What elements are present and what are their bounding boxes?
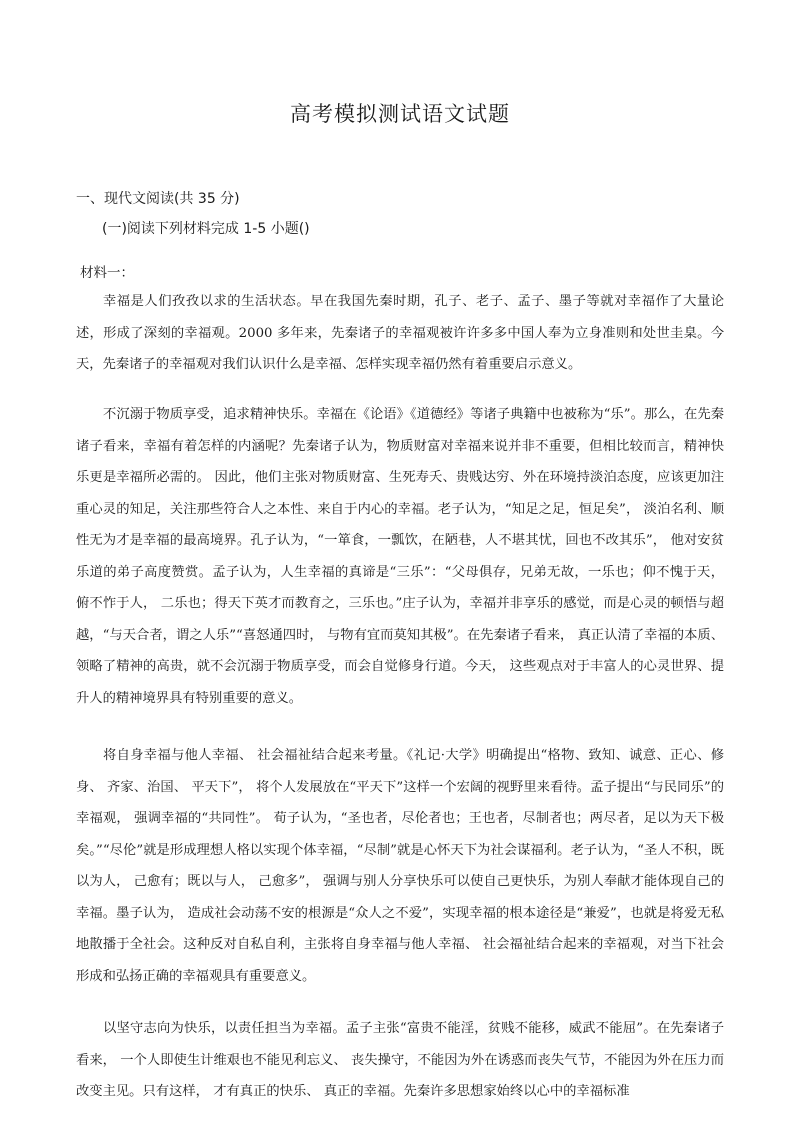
section-heading: 一、现代文阅读(共 35 分) bbox=[76, 191, 240, 207]
paragraph-4: 以坚守志向为快乐，以责任担当为幸福。孟子主张“富贵不能淫，贫贱不能移，威武不能屈”。在先秦诸子看来， 一个人即使生计维艰也不能见利忘义、 丧失操守，不能因为外在诱惑而丧失气节，不能因为外在压力而改变主见。只有这样， 才有真正的快乐、 真正的幸福。先秦许多思想家始终以心中的幸福标准 bbox=[76, 1021, 724, 1099]
paragraph-1: 幸福是人们孜孜以求的生活状态。早在我国先秦时期，孔子、老子、孟子、墨子等就对幸福作了大量论述，形成了深刻的幸福观。2000 多年来，先秦诸子的幸福观被许许多多中国人奉为立身准则和处世圭臬。今天，先秦诸子的幸福观对我们认识什么是幸福、怎样实现幸福仍然有着重要启示意义。 bbox=[76, 294, 724, 372]
sub-heading: (一)阅读下列材料完成 1-5 小题() bbox=[102, 221, 310, 237]
paragraph-3: 将自身幸福与他人幸福、 社会福祉结合起来考量。《礼记·大学》明确提出“格物、致知、诚意、正心、修身、 齐家、治国、 平天下”， 将个人发展放在“平天下”这样一个宏阔的视野里来看待。孟子提出“与民同乐”的幸福观， 强调幸福的“共同性”。 荀子认为，“圣也者，尽伦者也；王也者，尽制者也；两尽者，足以为天下极矣。”“尽伦”就是形成理想人格以实现个体幸福，“尽制”就是心怀天下为社会谋福利。老子认为，“圣人不积，既以为人， 己愈有；既以与人， 己愈多”， 强调与别人分享快乐可以使自己更快乐，为别人奉献才能体现自己的幸福。墨子认为， 造成社会动荡不安的根源是“众人之不爱”，实现幸福的根本途径是“兼爱”，也就是将爱无私地散播于全社会。这种反对自私自利，主张将自身幸福与他人幸福、 社会福祉结合起来的幸福观，对当下社会形成和弘扬正确的幸福观具有重要意义。 bbox=[76, 748, 724, 984]
material-label: 材料一： bbox=[80, 265, 134, 281]
paragraph-2: 不沉溺于物质享受，追求精神快乐。幸福在《论语》《道德经》等诸子典籍中也被称为“乐”。那么，在先秦诸子看来，幸福有着怎样的内涵呢？先秦诸子认为，物质财富对幸福来说并非不重要，但相比较而言，精神快乐更是幸福所必需的。 因此，他们主张对物质财富、生死寿夭、贵贱达穷、外在环境持淡泊态度，应该更加注重心灵的知足，关注那些符合人之本性、来自于内心的幸福。老子认为，“知足之足，恒足矣”， 淡泊名利、顺性无为才是幸福的最高境界。孔子认为，“一箪食，一瓢饮，在陋巷，人不堪其忧，回也不改其乐”， 他对安贫乐道的弟子高度赞赏。孟子认为，人生幸福的真谛是“三乐”：“父母俱存，兄弟无故，一乐也；仰不愧于天， 俯不怍于人， 二乐也；得天下英才而教育之，三乐也。”庄子认为，幸福并非享乐的感觉，而是心灵的顿悟与超越，“与天合者，谓之人乐”“喜怒通四时， 与物有宜而莫知其极”。在先秦诸子看来， 真正认清了幸福的本质、 领略了精神的高贵，就不会沉溺于物质享受，而会自觉修身行道。今天， 这些观点对于丰富人的心灵世界、提升人的精神境界具有特别重要的意义。 bbox=[76, 407, 724, 706]
page-title: 高考模拟测试语文试题 bbox=[290, 102, 510, 126]
